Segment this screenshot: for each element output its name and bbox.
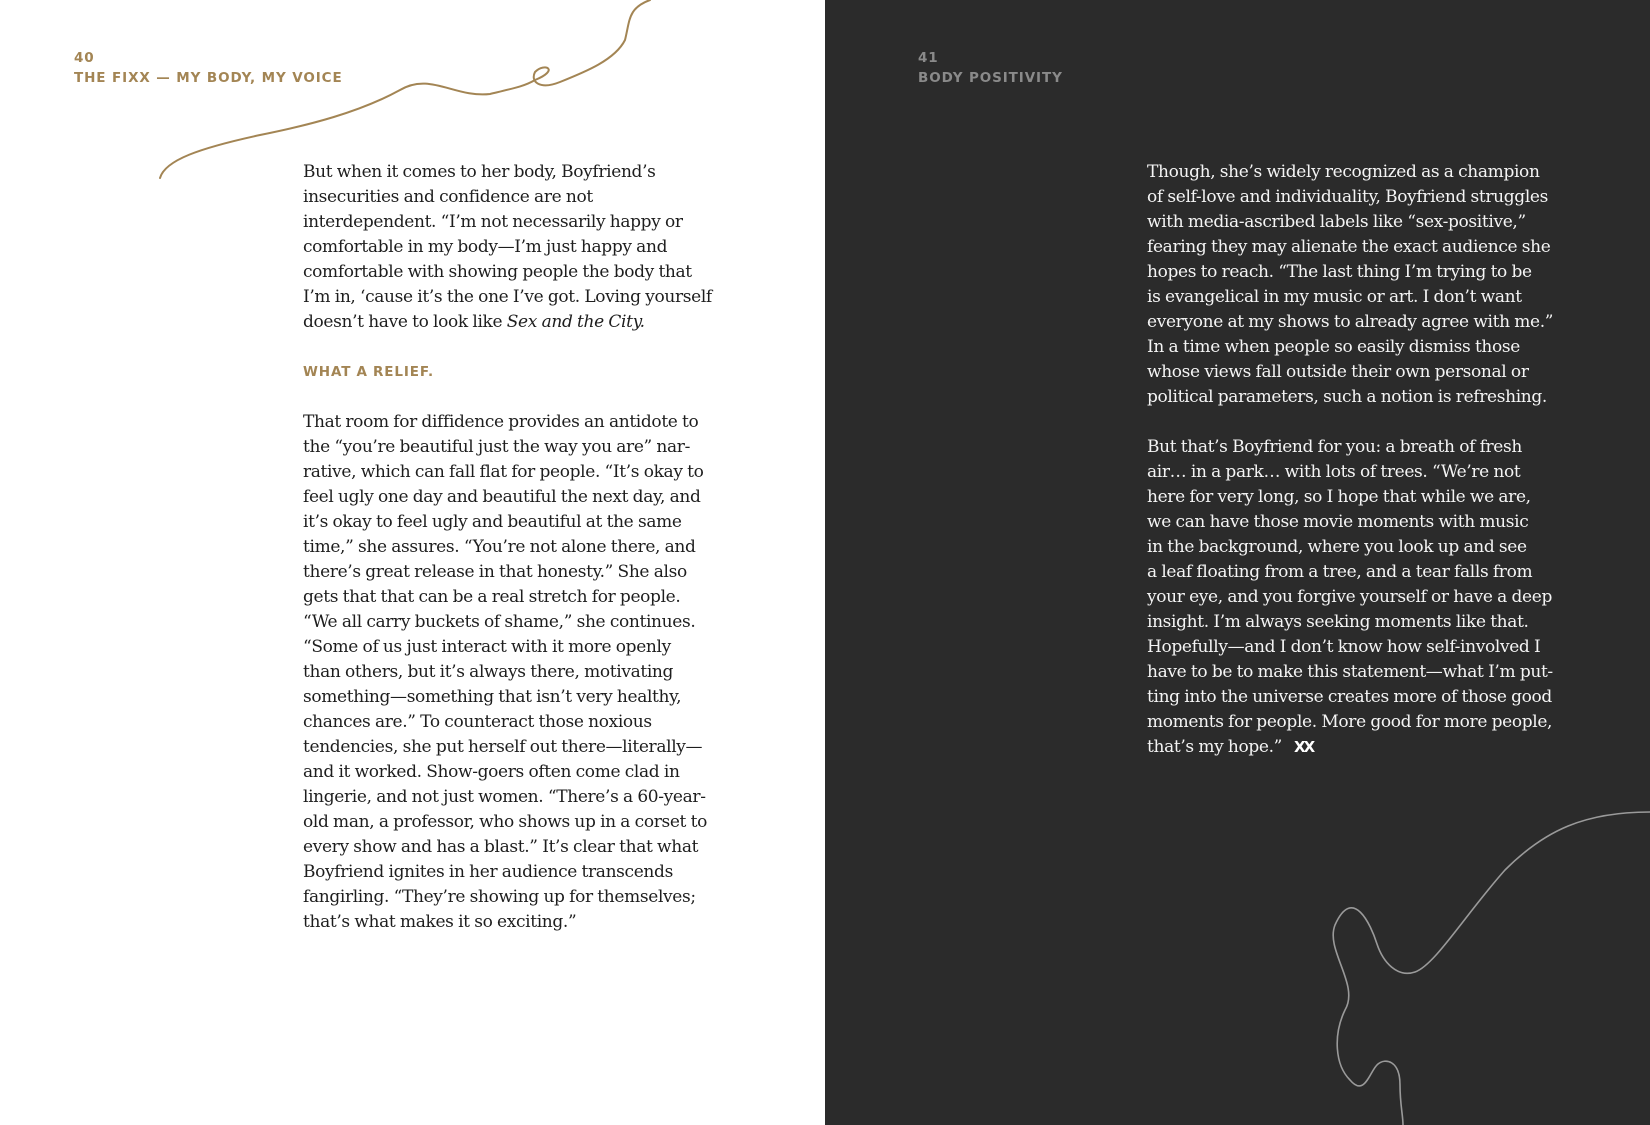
text-line: lingerie, and not just women. “There’s a 60-year- [303,787,706,807]
text-line: everyone at my shows to already agree with me.” [1147,312,1554,332]
text-line: of self-love and individuality, Boyfriend struggles [1147,187,1549,207]
text-line: Though, she’s widely recognized as a champion [1147,162,1540,182]
text-line: a leaf floating from a tree, and a tear falls from [1147,562,1533,582]
text-line: time,” she assures. “You’re not alone there, and [303,537,696,557]
text-line-last [303,310,743,335]
section-title-left: THE FIXX — MY BODY, MY VOICE [74,70,343,86]
text-line: old man, a professor, who shows up in a corset to [303,812,707,832]
text-line: air… in a park… with lots of trees. “We’re not [1147,462,1521,482]
text-line: feel ugly one day and beautiful the next day, and [303,487,701,507]
paragraph-diffidence [303,410,743,935]
text-line: I’m in, ‘cause it’s the one I’ve got. Loving yourself [303,287,712,307]
page-header-left [74,48,343,88]
text-line: insight. I’m always seeking moments like that. [1147,612,1529,632]
closing-quote: that’s my hope.” [1147,737,1283,757]
text-line: than others, but it’s always there, motivating [303,662,674,682]
text-line-last [1147,735,1587,760]
text-line: the “you’re beautiful just the way you are” nar- [303,437,690,457]
right-page [825,0,1650,1125]
article-body-right [1147,160,1587,760]
text-line: here for very long, so I hope that while we are, [1147,487,1531,507]
text-line: In a time when people so easily dismiss those [1147,337,1521,357]
text-line: with media-ascribed labels like “sex-positive,” [1147,212,1526,232]
subheading: WHAT A RELIEF. [303,364,435,380]
text-line: is evangelical in my music or art. I don’t want [1147,287,1522,307]
text-line: Hopefully—and I don’t know how self-involved I [1147,637,1541,657]
end-mark-icon: XX [1294,738,1314,756]
text-line: comfortable in my body—I’m just happy and [303,237,668,257]
paragraph-body-intro [303,160,743,335]
text-line: ting into the universe creates more of those good [1147,687,1552,707]
text-line: something—something that isn’t very healthy, [303,687,682,707]
text-line: insecurities and confidence are not [303,187,593,207]
article-body-left [303,160,743,935]
text-line-prefix: doesn’t have to look like [303,312,507,332]
paragraph-labels [1147,160,1587,410]
text-line: rative, which can fall flat for people. “It’s okay to [303,462,704,482]
text-line: chances are.” To counteract those noxious [303,712,652,732]
text-line: political parameters, such a notion is refreshing. [1147,387,1547,407]
text-line: we can have those movie moments with music [1147,512,1529,532]
page-header-right [918,48,1063,88]
text-line: hopes to reach. “The last thing I’m trying to be [1147,262,1532,282]
paragraph-fresh-air [1147,435,1587,760]
text-line: your eye, and you forgive yourself or have a deep [1147,587,1552,607]
italic-title: Sex and the City. [506,312,645,332]
text-line: tendencies, she put herself out there—literally— [303,737,703,757]
text-line: But that’s Boyfriend for you: a breath of fresh [1147,437,1522,457]
text-line: in the background, where you look up and see [1147,537,1527,557]
text-line: there’s great release in that honesty.” She also [303,562,687,582]
page-number-left: 40 [74,50,95,66]
text-line: fangirling. “They’re showing up for themselves; [303,887,696,907]
text-line: comfortable with showing people the body that [303,262,692,282]
text-line: it’s okay to feel ugly and beautiful at the same [303,512,682,532]
text-line: interdependent. “I’m not necessarily happy or [303,212,683,232]
text-line: moments for people. More good for more people, [1147,712,1553,732]
text-line: whose views fall outside their own personal or [1147,362,1529,382]
text-line: that’s what makes it so exciting.” [303,912,577,932]
text-line: gets that that can be a real stretch for people. [303,587,681,607]
text-line: That room for diffidence provides an antidote to [303,412,699,432]
section-title-right: BODY POSITIVITY [918,70,1063,86]
text-line: Boyfriend ignites in her audience transcends [303,862,673,882]
page-number-right: 41 [918,50,939,66]
text-line: have to be to make this statement—what I’m put- [1147,662,1553,682]
text-line: But when it comes to her body, Boyfriend’s [303,162,656,182]
text-line: “Some of us just interact with it more openly [303,637,671,657]
text-line: and it worked. Show-goers often come clad in [303,762,680,782]
text-line: “We all carry buckets of shame,” she continues. [303,612,696,632]
text-line: fearing they may alienate the exact audience she [1147,237,1551,257]
text-line: every show and has a blast.” It’s clear that what [303,837,699,857]
